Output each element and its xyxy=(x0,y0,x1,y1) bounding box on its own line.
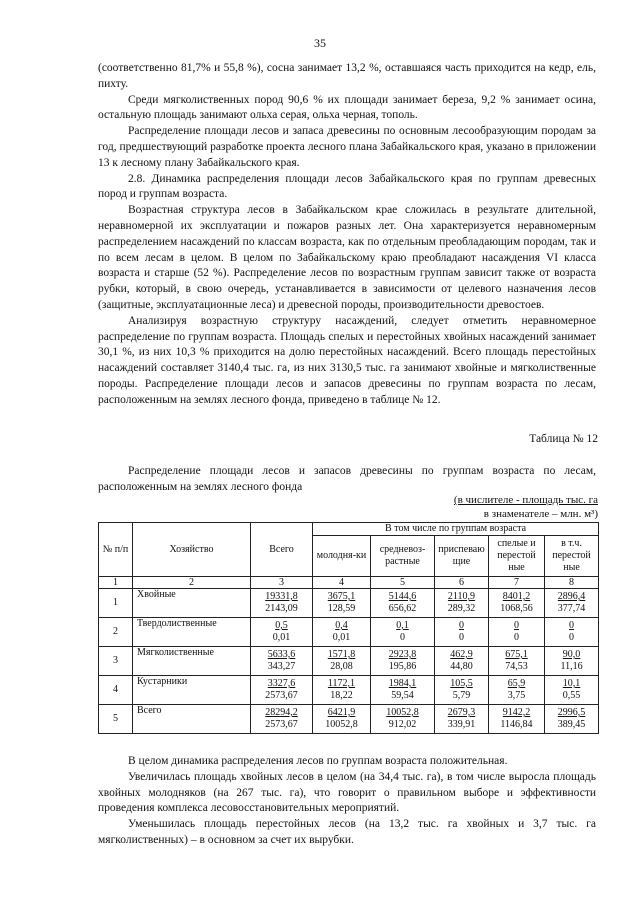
volume-value: 28,08 xyxy=(330,661,353,672)
header-num: № п/п xyxy=(99,523,133,577)
area-value: 0,1 xyxy=(396,620,409,631)
cell-overmature xyxy=(545,618,599,647)
cell-young xyxy=(313,589,371,618)
area-value: 1984,1 xyxy=(388,678,417,689)
area-value: 2110,9 xyxy=(447,591,476,602)
area-value: 8401,2 xyxy=(502,591,531,602)
cell-young xyxy=(313,705,371,734)
header-mature: спелые и перестой ные xyxy=(489,536,545,577)
area-value: 2996,5 xyxy=(557,707,586,718)
cell-total xyxy=(251,618,313,647)
area-value: 2923,8 xyxy=(388,649,417,660)
volume-value: 912,02 xyxy=(388,719,417,730)
area-value: 1172,1 xyxy=(327,678,356,689)
volume-value: 18,22 xyxy=(330,690,353,701)
column-number: 6 xyxy=(435,577,489,589)
column-number: 3 xyxy=(251,577,313,589)
volume-value: 3,75 xyxy=(507,690,526,701)
header-ripening: приспеваю щие xyxy=(435,536,489,577)
area-value: 1571,8 xyxy=(327,649,356,660)
volume-value: 289,32 xyxy=(447,603,476,614)
cell-total xyxy=(251,589,313,618)
cell-ripening xyxy=(435,676,489,705)
cell-total xyxy=(251,647,313,676)
cell-ripening xyxy=(435,618,489,647)
volume-value: 343,27 xyxy=(267,661,296,672)
cell-middle xyxy=(371,647,435,676)
area-value: 0 xyxy=(459,620,464,631)
area-value: 0 xyxy=(514,620,519,631)
cell-middle xyxy=(371,676,435,705)
volume-value: 389,45 xyxy=(557,719,586,730)
row-num: 4 xyxy=(99,676,133,705)
area-value: 3327,6 xyxy=(267,678,296,689)
page-number: 35 xyxy=(314,36,326,50)
cell-mature xyxy=(489,647,545,676)
volume-value: 11,16 xyxy=(560,661,583,672)
area-value: 675,1 xyxy=(505,649,528,660)
header-overmature: в т.ч. перестой ные xyxy=(545,536,599,577)
volume-value: 0,01 xyxy=(272,632,291,643)
volume-value: 377,74 xyxy=(557,603,586,614)
header-age-groups: В том числе по группам возраста xyxy=(313,523,599,536)
area-value: 2679,3 xyxy=(447,707,476,718)
age-distribution-table xyxy=(98,522,599,734)
cell-overmature xyxy=(545,647,599,676)
header-middle: средневоз-растные xyxy=(371,536,435,577)
paragraph: (соответственно 81,7% и 55,8 %), сосна занимает 13,2 %, оставшаяся часть приходится на кедр, ель, пихту. xyxy=(98,62,596,90)
cell-total xyxy=(251,705,313,734)
table-header-row xyxy=(99,523,599,536)
volume-value: 10052,8 xyxy=(325,719,358,730)
cell-overmature xyxy=(545,589,599,618)
table-caption-text: Распределение площади лесов и запасов древесины по группам возраста по лесам, расположенным на землях лесного фонда xyxy=(98,465,596,493)
volume-value: 128,59 xyxy=(327,603,356,614)
volume-value: 59,54 xyxy=(391,690,414,701)
area-value: 0,4 xyxy=(335,620,348,631)
volume-value: 195,86 xyxy=(388,661,417,672)
column-number: 7 xyxy=(489,577,545,589)
paragraph: Анализируя возрастную структуру насаждений, следует отметить неравномерное распределение по группам возраста. Площадь спелых и перестойных хвойных насаждений занимает 30,1 %, из них 10,3 % приходится на долю перестойных насаждений. Всего площадь перестойных насаждений составляет 3140,4 тыс. га, из них 3130,5 тыс. га занимают хвойные и мягколиственные породы. Распределение площади лесов и запасов древесины по группам возраста по лесам, расположенным на землях лесного фонда, приведено в таблице № 12. xyxy=(98,314,596,406)
row-farm: Хвойные xyxy=(133,589,251,618)
cell-mature xyxy=(489,618,545,647)
area-value: 10,1 xyxy=(562,678,581,689)
paragraph: Распределение площади лесов и запаса древесины по основным лесообразующим породам за год, предшествующий разработке проекта лесного плана Забайкальского края, указано в приложении 13 к лесному плану Забайкальского края. xyxy=(98,125,596,169)
cell-ripening xyxy=(435,589,489,618)
area-value: 9142,2 xyxy=(502,707,531,718)
table-units-note xyxy=(454,493,598,521)
row-farm: Кустарники xyxy=(133,676,251,705)
volume-value: 0,55 xyxy=(562,690,581,701)
volume-value: 0 xyxy=(514,632,519,643)
cell-middle xyxy=(371,705,435,734)
volume-value: 74,53 xyxy=(505,661,528,672)
row-num: 1 xyxy=(99,589,133,618)
volume-value: 2573,67 xyxy=(265,719,298,730)
row-farm: Твердолиственные xyxy=(133,618,251,647)
area-value: 5633,6 xyxy=(267,649,296,660)
table-row xyxy=(99,676,599,705)
area-value: 65,9 xyxy=(507,678,526,689)
row-farm: Всего xyxy=(133,705,251,734)
area-value: 2896,4 xyxy=(557,591,586,602)
cell-young xyxy=(313,618,371,647)
volume-value: 0 xyxy=(459,632,464,643)
paragraph: Среди мягколиственных пород 90,6 % их площади занимает береза, 9,2 % занимает осина, остальную площадь занимают ольха серая, ольха черная, тополь. xyxy=(98,93,596,122)
table-row xyxy=(99,589,599,618)
area-value: 10052,8 xyxy=(386,707,419,718)
cell-mature xyxy=(489,676,545,705)
cell-young xyxy=(313,676,371,705)
cell-overmature xyxy=(545,705,599,734)
table-row xyxy=(99,647,599,676)
area-value: 3675,1 xyxy=(327,591,356,602)
area-value: 0 xyxy=(569,620,575,631)
header-young: молодня-ки xyxy=(313,536,371,577)
cell-overmature xyxy=(545,676,599,705)
column-number: 4 xyxy=(313,577,371,589)
volume-value: 1068,56 xyxy=(500,603,533,614)
area-value: 90,0 xyxy=(562,649,581,660)
column-number-row xyxy=(99,577,599,589)
cell-young xyxy=(313,647,371,676)
volume-value: 0 xyxy=(400,632,405,643)
volume-value: 2573,67 xyxy=(265,690,298,701)
section-heading: 2.8. Динамика распределения площади лесов Забайкальского края по группам древесных пород и группам возраста. xyxy=(98,172,596,201)
text-block-bottom xyxy=(98,754,596,849)
cell-middle xyxy=(371,618,435,647)
row-num: 2 xyxy=(99,618,133,647)
table-row xyxy=(99,705,599,734)
cell-mature xyxy=(489,589,545,618)
area-value: 6421,9 xyxy=(327,707,356,718)
units-line-1: (в числителе - площадь тыс. га xyxy=(453,494,598,506)
cell-mature xyxy=(489,705,545,734)
header-total: Всего xyxy=(251,523,313,577)
volume-value: 656,62 xyxy=(388,603,417,614)
area-value: 105,5 xyxy=(450,678,473,689)
cell-ripening xyxy=(435,647,489,676)
area-value: 5144,6 xyxy=(388,591,417,602)
cell-ripening xyxy=(435,705,489,734)
column-number: 1 xyxy=(99,577,133,589)
paragraph: Увеличилась площадь хвойных лесов в целом (на 34,4 тыс. га), в том числе выросла площадь хвойных молодняков (на 267 тыс. га), что говорит о правильном выборе и эффективности проведения комплекса лесовосстановительных мероприятий. xyxy=(98,770,596,815)
volume-value: 339,91 xyxy=(447,719,476,730)
volume-value: 1146,84 xyxy=(500,719,533,730)
column-number: 2 xyxy=(133,577,251,589)
row-num: 3 xyxy=(99,647,133,676)
paragraph: Возрастная структура лесов в Забайкальском крае сложилась в результате длительной, неравномерной их эксплуатации и пожаров разных лет. Она характеризуется неравномерным распределением насаждений по классам возраста, как по отдельным преобладающим породам, так и по всем лесам в целом. В целом по Забайкальскому краю преобладают насаждения VI класса возраста и старше (52 %). Распределение лесов по возрастным группам зависит также от возраста рубки, который, в свою очередь, устанавливается в зависимости от целевого назначения лесов (защитные, эксплуатационные леса) и древесной породы, производительности древостоев. xyxy=(98,204,596,311)
cell-middle xyxy=(371,589,435,618)
volume-value: 44,80 xyxy=(450,661,473,672)
paragraph: В целом динамика распределения лесов по группам возраста положительная. xyxy=(128,755,508,767)
volume-value: 0,01 xyxy=(332,632,351,643)
row-num: 5 xyxy=(99,705,133,734)
table-caption xyxy=(98,464,596,496)
text-block-top xyxy=(98,61,596,409)
area-value: 19331,8 xyxy=(265,591,298,602)
area-value: 462,9 xyxy=(450,649,473,660)
cell-total xyxy=(251,676,313,705)
table-row xyxy=(99,618,599,647)
volume-value: 5,79 xyxy=(452,690,471,701)
column-number: 5 xyxy=(371,577,435,589)
volume-value: 0 xyxy=(569,632,575,643)
header-farm: Хозяйство xyxy=(133,523,251,577)
table-label: Таблица № 12 xyxy=(529,433,598,445)
area-value: 0,5 xyxy=(275,620,288,631)
units-line-2: в знаменателе – млн. м³) xyxy=(483,508,598,520)
volume-value: 2143,09 xyxy=(265,603,298,614)
column-number: 8 xyxy=(545,577,599,589)
area-value: 28294,2 xyxy=(265,707,298,718)
paragraph: Уменьшилась площадь перестойных лесов (на 13,2 тыс. га хвойных и 3,7 тыс. га мягколиственных) – в основном за счет их вырубки. xyxy=(98,818,596,846)
row-farm: Мягколиственные xyxy=(133,647,251,676)
